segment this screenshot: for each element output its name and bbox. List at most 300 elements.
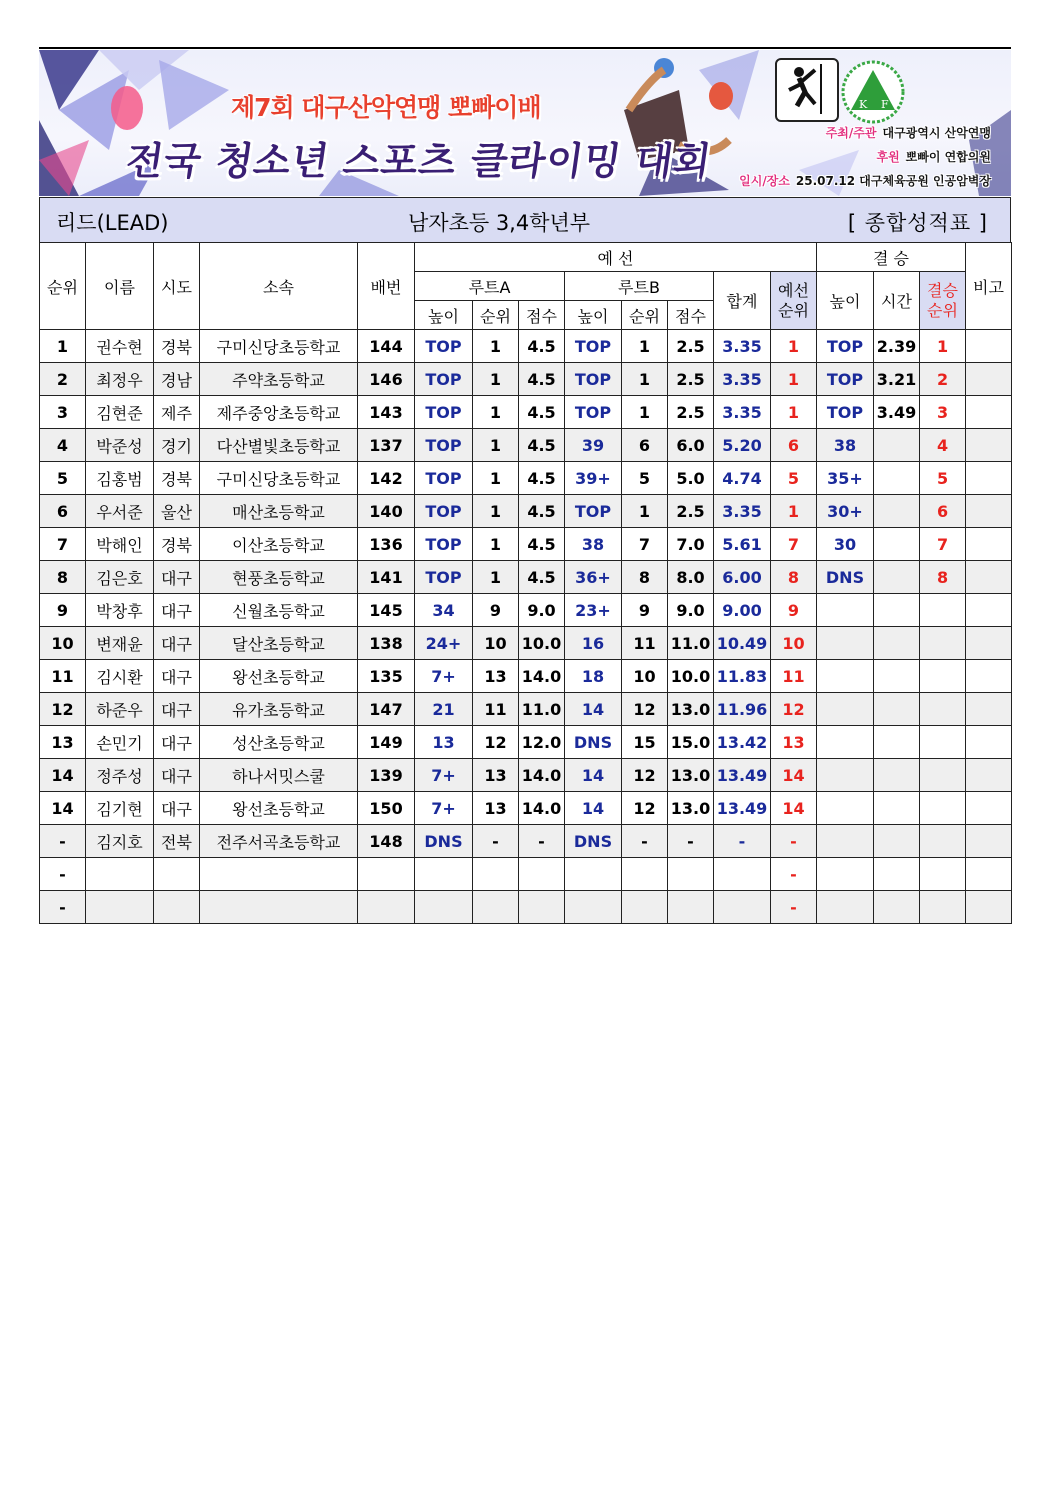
- row-final-height: [817, 792, 874, 825]
- row-total: 13.49: [714, 792, 771, 825]
- row-b-height: TOP: [565, 363, 622, 396]
- row-province: 대구: [154, 792, 200, 825]
- row-name: 우서준: [86, 495, 154, 528]
- row-club: 왕선초등학교: [200, 660, 358, 693]
- row-rank: 13: [40, 726, 86, 759]
- row-b-height: DNS: [565, 726, 622, 759]
- col-final-rank: 결승 순위: [920, 272, 966, 330]
- row-bib: [358, 858, 415, 891]
- row-a-rank: [473, 858, 519, 891]
- row-total: 5.20: [714, 429, 771, 462]
- climber-logo-icon: [775, 58, 839, 122]
- row-a-height: DNS: [415, 825, 473, 858]
- table-row: [40, 627, 1012, 660]
- row-club: [200, 891, 358, 924]
- row-rank: 10: [40, 627, 86, 660]
- row-total: 9.00: [714, 594, 771, 627]
- row-b-points: [668, 891, 714, 924]
- row-province: 대구: [154, 627, 200, 660]
- row-club: 신월초등학교: [200, 594, 358, 627]
- row-final-time: [874, 858, 920, 891]
- row-total: 3.35: [714, 330, 771, 363]
- row-note: [966, 561, 1012, 594]
- row-note: [966, 792, 1012, 825]
- row-final-time: 2.39: [874, 330, 920, 363]
- row-a-height: [415, 891, 473, 924]
- row-name: 박창후: [86, 594, 154, 627]
- row-name: 최정우: [86, 363, 154, 396]
- row-b-points: 13.0: [668, 759, 714, 792]
- row-b-points: 2.5: [668, 363, 714, 396]
- row-province: 대구: [154, 660, 200, 693]
- row-b-rank: 6: [622, 429, 668, 462]
- col-club: 소속: [200, 243, 358, 330]
- row-province: 대구: [154, 561, 200, 594]
- row-a-rank: 9: [473, 594, 519, 627]
- row-final-height: TOP: [817, 396, 874, 429]
- row-bib: 145: [358, 594, 415, 627]
- row-qual-rank: -: [771, 891, 817, 924]
- row-total: [714, 891, 771, 924]
- row-qual-rank: 12: [771, 693, 817, 726]
- row-a-rank: 10: [473, 627, 519, 660]
- row-final-rank: [920, 627, 966, 660]
- row-qual-rank: 6: [771, 429, 817, 462]
- col-province: 시도: [154, 243, 200, 330]
- row-a-points: -: [519, 825, 565, 858]
- row-final-rank: [920, 660, 966, 693]
- row-final-time: [874, 462, 920, 495]
- row-final-rank: 3: [920, 396, 966, 429]
- host-line: [826, 124, 991, 141]
- col-route-b: 루트B: [565, 272, 714, 301]
- row-final-height: [817, 693, 874, 726]
- row-qual-rank: 11: [771, 660, 817, 693]
- results-header-bar: [39, 197, 1011, 243]
- table-row: [40, 396, 1012, 429]
- row-b-height: 14: [565, 759, 622, 792]
- col-b-rank: 순위: [622, 301, 668, 330]
- row-b-height: 38: [565, 528, 622, 561]
- row-total: 3.35: [714, 363, 771, 396]
- row-a-height: 7+: [415, 660, 473, 693]
- row-final-height: TOP: [817, 363, 874, 396]
- row-a-points: [519, 891, 565, 924]
- row-b-points: 2.5: [668, 396, 714, 429]
- table-row: [40, 858, 1012, 891]
- row-qual-rank: -: [771, 825, 817, 858]
- row-bib: [358, 891, 415, 924]
- row-a-height: 21: [415, 693, 473, 726]
- row-a-height: 7+: [415, 792, 473, 825]
- row-final-height: [817, 858, 874, 891]
- row-b-points: 7.0: [668, 528, 714, 561]
- row-final-time: [874, 825, 920, 858]
- row-bib: 146: [358, 363, 415, 396]
- row-total: 6.00: [714, 561, 771, 594]
- row-b-points: 11.0: [668, 627, 714, 660]
- row-b-points: [668, 858, 714, 891]
- row-qual-rank: 9: [771, 594, 817, 627]
- row-qual-rank: 10: [771, 627, 817, 660]
- category-label: 남자초등 3,4학년부: [408, 211, 591, 235]
- row-club: 현풍초등학교: [200, 561, 358, 594]
- row-final-time: 3.49: [874, 396, 920, 429]
- row-b-rank: 10: [622, 660, 668, 693]
- row-note: [966, 825, 1012, 858]
- event-banner: [39, 50, 1011, 196]
- row-club: 구미신당초등학교: [200, 462, 358, 495]
- row-note: [966, 363, 1012, 396]
- logo-letter-f: F: [881, 98, 889, 111]
- row-b-points: 10.0: [668, 660, 714, 693]
- col-qualification: 예 선: [415, 243, 817, 272]
- row-a-height: TOP: [415, 396, 473, 429]
- row-qual-rank: 1: [771, 495, 817, 528]
- row-a-points: 14.0: [519, 792, 565, 825]
- row-final-rank: [920, 693, 966, 726]
- row-name: 변재윤: [86, 627, 154, 660]
- row-rank: 8: [40, 561, 86, 594]
- row-note: [966, 495, 1012, 528]
- row-name: 김지호: [86, 825, 154, 858]
- row-qual-rank: 14: [771, 759, 817, 792]
- row-name: 김기현: [86, 792, 154, 825]
- row-b-height: 39+: [565, 462, 622, 495]
- sponsor-value: 뽀빠이 연합의원: [905, 150, 991, 164]
- row-province: 경북: [154, 330, 200, 363]
- row-b-rank: 8: [622, 561, 668, 594]
- row-province: 제주: [154, 396, 200, 429]
- row-b-height: 18: [565, 660, 622, 693]
- banner-title-line1: 제7회 대구산악연맹 뽀빠이배: [231, 93, 541, 122]
- row-final-time: [874, 792, 920, 825]
- row-final-time: [874, 660, 920, 693]
- row-a-rank: 1: [473, 330, 519, 363]
- host-label: 주최/주관: [825, 126, 877, 140]
- row-a-height: 7+: [415, 759, 473, 792]
- row-final-time: [874, 594, 920, 627]
- row-b-height: [565, 858, 622, 891]
- row-final-rank: 5: [920, 462, 966, 495]
- row-b-height: [565, 891, 622, 924]
- row-name: 손민기: [86, 726, 154, 759]
- table-row: [40, 462, 1012, 495]
- date-label: 일시/장소: [739, 174, 790, 188]
- row-final-rank: [920, 594, 966, 627]
- row-note: [966, 660, 1012, 693]
- row-b-height: 39: [565, 429, 622, 462]
- federation-logo-icon: [841, 60, 905, 124]
- row-province: 전북: [154, 825, 200, 858]
- row-rank: 6: [40, 495, 86, 528]
- row-rank: 14: [40, 759, 86, 792]
- row-province: [154, 891, 200, 924]
- row-rank: 12: [40, 693, 86, 726]
- row-final-time: [874, 891, 920, 924]
- document-type-label: [ 종합성적표 ]: [847, 211, 988, 235]
- row-final-height: 38: [817, 429, 874, 462]
- row-rank: 1: [40, 330, 86, 363]
- row-b-height: 36+: [565, 561, 622, 594]
- row-club: 제주중앙초등학교: [200, 396, 358, 429]
- row-province: 경남: [154, 363, 200, 396]
- row-qual-rank: -: [771, 858, 817, 891]
- row-final-time: [874, 693, 920, 726]
- col-b-points: 점수: [668, 301, 714, 330]
- row-b-height: 14: [565, 792, 622, 825]
- row-bib: 143: [358, 396, 415, 429]
- sponsor-line: [876, 148, 991, 165]
- row-total: -: [714, 825, 771, 858]
- row-qual-rank: 8: [771, 561, 817, 594]
- row-final-rank: 2: [920, 363, 966, 396]
- row-club: 하나서밋스쿨: [200, 759, 358, 792]
- row-bib: 150: [358, 792, 415, 825]
- row-b-height: TOP: [565, 396, 622, 429]
- row-final-height: TOP: [817, 330, 874, 363]
- row-province: 대구: [154, 726, 200, 759]
- row-final-height: [817, 660, 874, 693]
- row-b-height: 14: [565, 693, 622, 726]
- row-name: 박준성: [86, 429, 154, 462]
- row-bib: 142: [358, 462, 415, 495]
- col-final-height: 높이: [817, 272, 874, 330]
- row-final-rank: [920, 726, 966, 759]
- col-b-height: 높이: [565, 301, 622, 330]
- row-province: [154, 858, 200, 891]
- col-total: 합계: [714, 272, 771, 330]
- row-name: 박해인: [86, 528, 154, 561]
- row-province: 경기: [154, 429, 200, 462]
- row-final-rank: 4: [920, 429, 966, 462]
- table-row: [40, 561, 1012, 594]
- logo-letter-k: K: [859, 98, 868, 111]
- col-rank: 순위: [40, 243, 86, 330]
- row-rank: 2: [40, 363, 86, 396]
- discipline-label: 리드(LEAD): [56, 211, 169, 235]
- row-note: [966, 396, 1012, 429]
- row-b-points: 13.0: [668, 693, 714, 726]
- row-rank: 11: [40, 660, 86, 693]
- row-bib: 149: [358, 726, 415, 759]
- table-row: [40, 330, 1012, 363]
- row-name: 김홍범: [86, 462, 154, 495]
- row-note: [966, 693, 1012, 726]
- row-a-rank: 1: [473, 528, 519, 561]
- row-b-rank: 1: [622, 495, 668, 528]
- row-final-rank: [920, 891, 966, 924]
- table-row: [40, 726, 1012, 759]
- row-a-rank: 1: [473, 363, 519, 396]
- row-qual-rank: 7: [771, 528, 817, 561]
- row-b-height: 16: [565, 627, 622, 660]
- row-b-points: 5.0: [668, 462, 714, 495]
- col-qual-rank: 예선 순위: [771, 272, 817, 330]
- row-province: 대구: [154, 594, 200, 627]
- row-a-height: 24+: [415, 627, 473, 660]
- row-b-rank: 15: [622, 726, 668, 759]
- date-venue-line: [739, 172, 991, 189]
- row-name: 김시환: [86, 660, 154, 693]
- row-a-points: 4.5: [519, 330, 565, 363]
- row-bib: 137: [358, 429, 415, 462]
- col-a-rank: 순위: [473, 301, 519, 330]
- row-a-rank: 1: [473, 396, 519, 429]
- row-final-height: 35+: [817, 462, 874, 495]
- row-a-rank: 1: [473, 462, 519, 495]
- row-b-rank: [622, 858, 668, 891]
- row-note: [966, 528, 1012, 561]
- row-b-points: 6.0: [668, 429, 714, 462]
- sponsor-label: 후원: [876, 150, 900, 164]
- row-a-points: 10.0: [519, 627, 565, 660]
- row-rank: -: [40, 858, 86, 891]
- row-final-time: [874, 561, 920, 594]
- row-a-rank: -: [473, 825, 519, 858]
- row-a-points: 14.0: [519, 759, 565, 792]
- row-final-time: [874, 627, 920, 660]
- row-a-height: 34: [415, 594, 473, 627]
- row-b-rank: 7: [622, 528, 668, 561]
- row-note: [966, 726, 1012, 759]
- table-row: [40, 429, 1012, 462]
- row-province: 대구: [154, 693, 200, 726]
- row-province: 경북: [154, 528, 200, 561]
- row-a-rank: 11: [473, 693, 519, 726]
- row-final-rank: [920, 759, 966, 792]
- row-qual-rank: 14: [771, 792, 817, 825]
- row-bib: 139: [358, 759, 415, 792]
- row-a-rank: 1: [473, 495, 519, 528]
- row-note: [966, 330, 1012, 363]
- row-club: 다산별빛초등학교: [200, 429, 358, 462]
- row-final-height: [817, 825, 874, 858]
- table-row: [40, 891, 1012, 924]
- row-a-points: 4.5: [519, 561, 565, 594]
- row-a-points: 4.5: [519, 462, 565, 495]
- results-table: [39, 242, 1012, 924]
- banner-title-line2: 전국 청소년 스포츠 클라이밍 대회: [123, 139, 715, 183]
- row-qual-rank: 1: [771, 363, 817, 396]
- row-rank: -: [40, 825, 86, 858]
- row-a-points: 12.0: [519, 726, 565, 759]
- table-row: [40, 495, 1012, 528]
- row-bib: 148: [358, 825, 415, 858]
- row-total: 11.96: [714, 693, 771, 726]
- col-bib: 배번: [358, 243, 415, 330]
- col-a-points: 점수: [519, 301, 565, 330]
- row-b-height: 23+: [565, 594, 622, 627]
- row-b-points: 2.5: [668, 495, 714, 528]
- row-a-height: TOP: [415, 561, 473, 594]
- row-bib: 138: [358, 627, 415, 660]
- row-note: [966, 627, 1012, 660]
- row-b-points: 2.5: [668, 330, 714, 363]
- row-province: 울산: [154, 495, 200, 528]
- row-total: 4.74: [714, 462, 771, 495]
- row-rank: 5: [40, 462, 86, 495]
- row-a-rank: 13: [473, 792, 519, 825]
- row-a-points: 4.5: [519, 495, 565, 528]
- table-row: [40, 693, 1012, 726]
- row-b-points: 13.0: [668, 792, 714, 825]
- row-b-points: -: [668, 825, 714, 858]
- row-final-height: [817, 627, 874, 660]
- row-a-rank: 13: [473, 759, 519, 792]
- row-final-rank: 7: [920, 528, 966, 561]
- row-qual-rank: 5: [771, 462, 817, 495]
- row-a-height: TOP: [415, 429, 473, 462]
- row-total: 11.83: [714, 660, 771, 693]
- row-b-points: 8.0: [668, 561, 714, 594]
- row-final-time: [874, 759, 920, 792]
- row-b-rank: 12: [622, 693, 668, 726]
- row-total: 10.49: [714, 627, 771, 660]
- table-row: [40, 792, 1012, 825]
- row-b-points: 15.0: [668, 726, 714, 759]
- row-rank: -: [40, 891, 86, 924]
- row-a-rank: 12: [473, 726, 519, 759]
- row-club: 유가초등학교: [200, 693, 358, 726]
- row-a-rank: 1: [473, 561, 519, 594]
- row-total: [714, 858, 771, 891]
- row-a-rank: 1: [473, 429, 519, 462]
- row-final-height: [817, 594, 874, 627]
- row-rank: 9: [40, 594, 86, 627]
- row-province: 경북: [154, 462, 200, 495]
- row-total: 5.61: [714, 528, 771, 561]
- row-final-rank: [920, 825, 966, 858]
- row-club: 전주서곡초등학교: [200, 825, 358, 858]
- row-bib: 147: [358, 693, 415, 726]
- row-b-rank: 9: [622, 594, 668, 627]
- row-club: 성산초등학교: [200, 726, 358, 759]
- row-note: [966, 594, 1012, 627]
- row-club: 달산초등학교: [200, 627, 358, 660]
- row-b-points: 9.0: [668, 594, 714, 627]
- row-club: 주약초등학교: [200, 363, 358, 396]
- row-name: 하준우: [86, 693, 154, 726]
- row-club: 이산초등학교: [200, 528, 358, 561]
- row-club: 매산초등학교: [200, 495, 358, 528]
- row-bib: 144: [358, 330, 415, 363]
- row-province: 대구: [154, 759, 200, 792]
- row-name: [86, 891, 154, 924]
- col-route-a: 루트A: [415, 272, 565, 301]
- table-row: [40, 759, 1012, 792]
- row-a-points: 4.5: [519, 396, 565, 429]
- row-b-rank: 11: [622, 627, 668, 660]
- row-a-height: [415, 858, 473, 891]
- row-final-rank: 6: [920, 495, 966, 528]
- row-final-height: DNS: [817, 561, 874, 594]
- row-a-height: TOP: [415, 462, 473, 495]
- row-name: 정주성: [86, 759, 154, 792]
- host-value: 대구광역시 산악연맹: [882, 126, 991, 140]
- top-rule: [39, 47, 1011, 49]
- row-final-height: [817, 891, 874, 924]
- row-a-points: 4.5: [519, 528, 565, 561]
- row-bib: 141: [358, 561, 415, 594]
- row-b-height: TOP: [565, 330, 622, 363]
- row-final-time: [874, 528, 920, 561]
- row-bib: 140: [358, 495, 415, 528]
- row-name: 김은호: [86, 561, 154, 594]
- row-total: 13.49: [714, 759, 771, 792]
- row-rank: 3: [40, 396, 86, 429]
- row-a-points: 4.5: [519, 429, 565, 462]
